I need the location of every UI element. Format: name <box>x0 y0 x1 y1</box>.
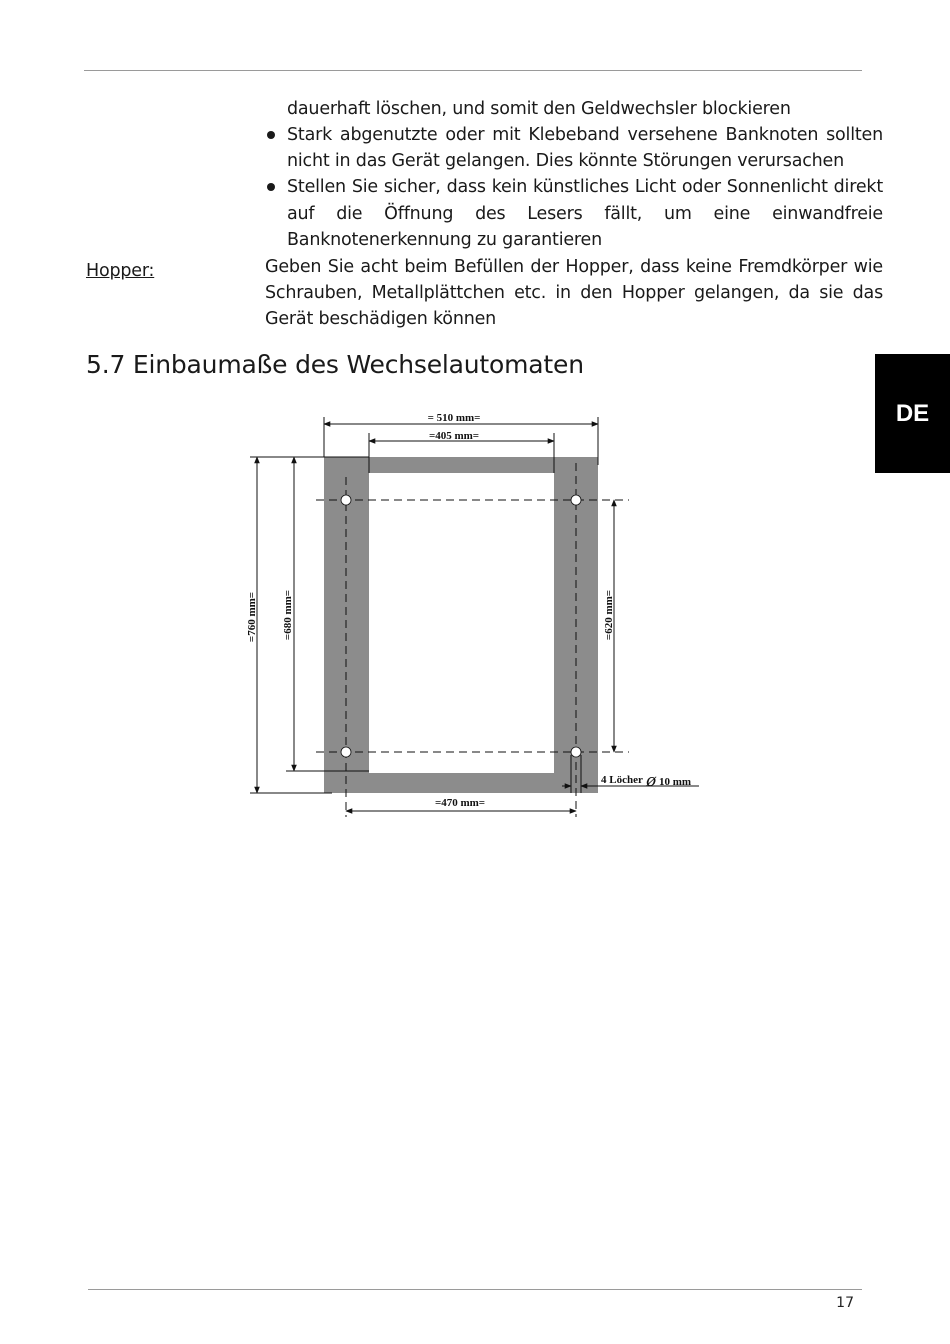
label-hole-count: 4 Löcher <box>601 774 643 786</box>
section-title: 5.7 Einbaumaße des Wechselautomaten <box>86 350 584 379</box>
hopper-label: Hopper: <box>86 261 155 281</box>
bullet-list <box>265 122 883 253</box>
bullet-item <box>265 122 883 174</box>
label-hole-diameter: 10 mm <box>659 776 692 788</box>
continued-bullet-text: dauerhaft löschen, und somit den Geldwechsler blockieren <box>287 99 791 119</box>
hopper-text: Geben Sie acht beim Befüllen der Hopper, dass keine Fremdkörper wie Schrauben, Metallplättchen etc. in den Hopper gelangen, da sie das Gerät beschädigen können <box>265 257 883 330</box>
mounting-hole <box>571 747 581 757</box>
label-inner-width: =405 mm= <box>428 430 480 442</box>
bullet-text: Stellen Sie sicher, dass kein künstliches Licht oder Sonnenlicht direkt auf die Öffnung des Lesers fällt, um eine einwandfreie Banknotenerkennung zu garantieren <box>287 177 883 250</box>
header-rule <box>84 70 862 71</box>
mounting-hole <box>341 747 351 757</box>
mounting-frame <box>324 457 598 793</box>
label-outer-height: =760 mm= <box>246 591 258 643</box>
label-hole-width: =470 mm= <box>434 797 486 809</box>
footer-rule <box>88 1289 862 1290</box>
label-outer-width: = 510 mm= <box>427 412 481 424</box>
bullet-item <box>265 174 883 253</box>
page-number: 17 <box>836 1295 854 1311</box>
label-hole-height: =620 mm= <box>603 589 615 641</box>
diameter-symbol-icon: ø <box>646 771 657 791</box>
installation-dimension-drawing <box>244 405 704 820</box>
label-inner-height: =680 mm= <box>282 589 294 641</box>
mounting-hole <box>571 495 581 505</box>
bullet-dot-icon <box>267 131 275 139</box>
mounting-hole <box>341 495 351 505</box>
language-tab: DE <box>875 354 950 473</box>
bullet-dot-icon <box>267 183 275 191</box>
bullet-text: Stark abgenutzte oder mit Klebeband versehene Banknoten sollten nicht in das Gerät gelangen. Dies könnte Störungen verursachen <box>287 125 883 172</box>
